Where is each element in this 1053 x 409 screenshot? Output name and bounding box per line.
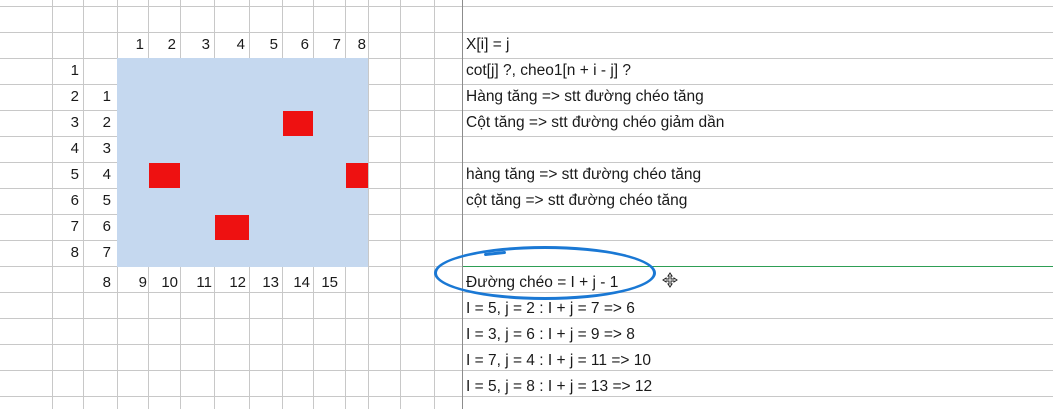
row-number[interactable]: 5 bbox=[70, 166, 79, 183]
note-line[interactable]: X[i] = j bbox=[466, 36, 510, 53]
queen-cell[interactable] bbox=[346, 163, 368, 188]
diagonal-label[interactable]: 9 bbox=[138, 274, 147, 291]
diagonal-label[interactable]: 15 bbox=[321, 274, 338, 291]
row-number[interactable]: 1 bbox=[70, 62, 79, 79]
anti-diagonal-label[interactable]: 4 bbox=[102, 166, 111, 183]
column-number[interactable]: 7 bbox=[332, 36, 341, 53]
grid-row-line bbox=[0, 6, 1053, 7]
diagonal-label[interactable]: 11 bbox=[196, 274, 212, 291]
column-number[interactable]: 3 bbox=[201, 36, 210, 53]
queen-cell[interactable] bbox=[149, 163, 180, 188]
anti-diagonal-label[interactable]: 3 bbox=[102, 140, 111, 157]
move-cursor-icon bbox=[662, 272, 678, 288]
anti-diagonal-label[interactable]: 6 bbox=[102, 218, 111, 235]
row-number[interactable]: 2 bbox=[70, 88, 79, 105]
diagonal-label[interactable]: 12 bbox=[229, 274, 246, 291]
row-number[interactable]: 4 bbox=[70, 140, 79, 157]
row-number[interactable]: 7 bbox=[70, 218, 79, 235]
queen-cell[interactable] bbox=[215, 215, 249, 240]
note-line[interactable]: cot[j] ?, cheo1[n + i - j] ? bbox=[466, 62, 631, 79]
formula-cell[interactable]: Đường chéo = I + j - 1 bbox=[466, 274, 619, 291]
example-line[interactable]: I = 5, j = 2 : I + j = 7 => 6 bbox=[466, 300, 635, 317]
column-number[interactable]: 4 bbox=[236, 36, 245, 53]
diagonal-label[interactable]: 8 bbox=[102, 274, 111, 291]
note-line[interactable]: cột tăng => stt đường chéo tăng bbox=[466, 192, 688, 209]
diagonal-label[interactable]: 14 bbox=[293, 274, 310, 291]
example-line[interactable]: I = 3, j = 6 : I + j = 9 => 8 bbox=[466, 326, 635, 343]
anti-diagonal-label[interactable]: 1 bbox=[102, 88, 111, 105]
column-number[interactable]: 8 bbox=[357, 36, 366, 53]
queen-cell[interactable] bbox=[283, 111, 313, 136]
column-number[interactable]: 1 bbox=[135, 36, 144, 53]
example-line[interactable]: I = 5, j = 8 : I + j = 13 => 12 bbox=[466, 378, 653, 395]
column-number[interactable]: 5 bbox=[269, 36, 278, 53]
annotation-ellipse bbox=[434, 246, 656, 300]
row-number[interactable]: 3 bbox=[70, 114, 79, 131]
diagonal-label[interactable]: 13 bbox=[262, 274, 279, 291]
note-line[interactable]: Cột tăng => stt đường chéo giảm dần bbox=[466, 114, 725, 131]
grid-column-line bbox=[462, 0, 463, 409]
column-number[interactable]: 6 bbox=[300, 36, 309, 53]
grid-column-line bbox=[400, 0, 401, 409]
note-line[interactable]: hàng tăng => stt đường chéo tăng bbox=[466, 166, 702, 183]
grid-column-line bbox=[83, 0, 84, 409]
column-number[interactable]: 2 bbox=[167, 36, 176, 53]
grid-column-line bbox=[368, 0, 369, 409]
row-number[interactable]: 6 bbox=[70, 192, 79, 209]
anti-diagonal-label[interactable]: 5 bbox=[102, 192, 111, 209]
grid-column-line bbox=[434, 0, 435, 409]
anti-diagonal-label[interactable]: 7 bbox=[102, 244, 111, 261]
note-line[interactable]: Hàng tăng => stt đường chéo tăng bbox=[466, 88, 704, 105]
example-line[interactable]: I = 7, j = 4 : I + j = 11 => 10 bbox=[466, 352, 651, 369]
diagonal-label[interactable]: 10 bbox=[161, 274, 178, 291]
grid-column-line bbox=[52, 0, 53, 409]
row-number[interactable]: 8 bbox=[70, 244, 79, 261]
anti-diagonal-label[interactable]: 2 bbox=[102, 114, 111, 131]
